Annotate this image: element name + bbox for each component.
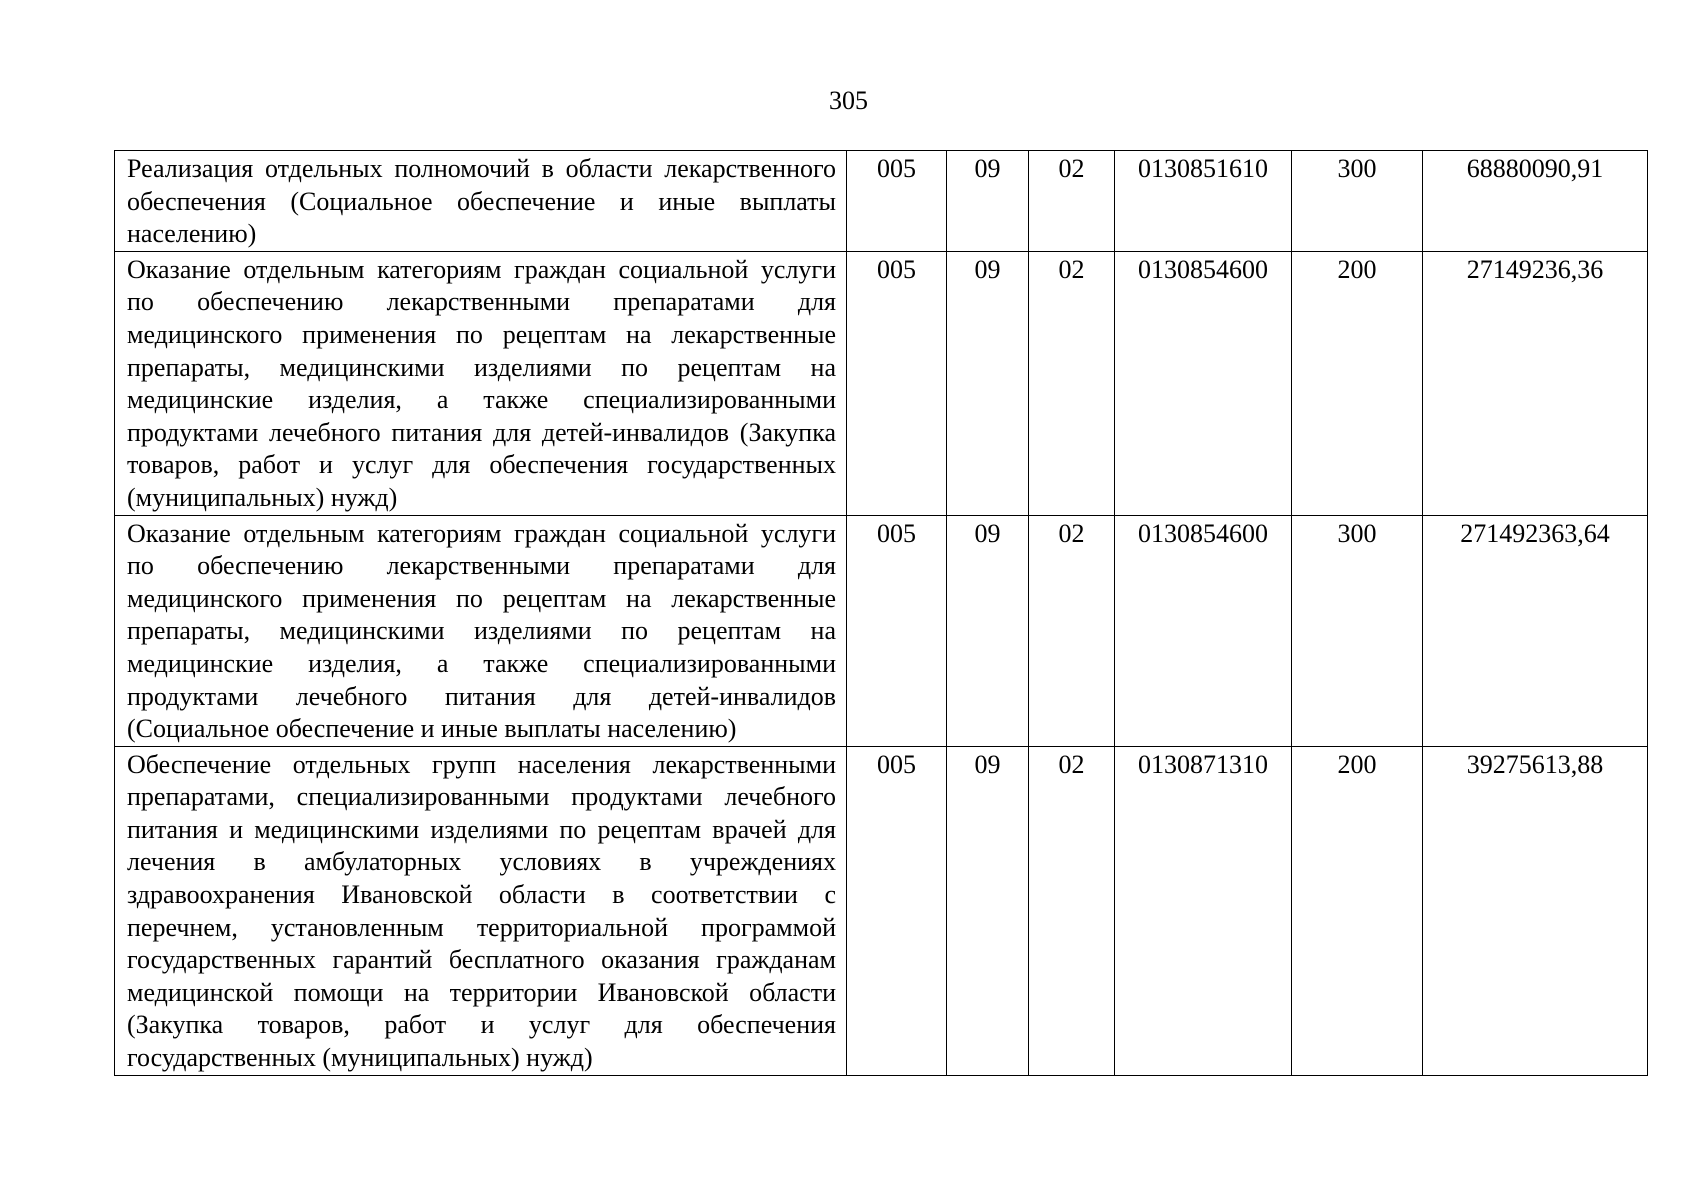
expense-type-code: 200 [1292, 251, 1423, 515]
subsection-code: 02 [1029, 746, 1115, 1075]
section-code: 09 [947, 151, 1029, 252]
target-article-code: 0130871310 [1115, 746, 1292, 1075]
expense-type-code: 200 [1292, 746, 1423, 1075]
page-number: 305 [829, 86, 868, 115]
table-row [115, 746, 1648, 1075]
table-row [115, 251, 1648, 515]
target-article-code: 0130851610 [1115, 151, 1292, 252]
amount: 39275613,88 [1423, 746, 1648, 1075]
row-description: Реализация отдельных полномочий в области лекарственного обеспечения (Социальное обеспечение и иные выплаты населению) [115, 151, 847, 252]
row-description: Оказание отдельным категориям граждан социальной услуги по обеспечению лекарственными препаратами для медицинского применения по рецептам на лекарственные препараты, медицинскими изделиями по рецептам на медицинские изделия, а также специализированными продуктами лечебного питания для детей-инвалидов (Закупка товаров, работ и услуг для обеспечения государственных (муниципальных) нужд) [115, 251, 847, 515]
budget-table [114, 150, 1648, 1076]
table-row [115, 151, 1648, 252]
expense-type-code: 300 [1292, 515, 1423, 746]
subsection-code: 02 [1029, 251, 1115, 515]
section-code: 09 [947, 746, 1029, 1075]
subsection-code: 02 [1029, 151, 1115, 252]
row-description: Оказание отдельным категориям граждан социальной услуги по обеспечению лекарственными препаратами для медицинского применения по рецептам на лекарственные препараты, медицинскими изделиями по рецептам на медицинские изделия, а также специализированными продуктами лечебного питания для детей-инвалидов (Социальное обеспечение и иные выплаты населению) [115, 515, 847, 746]
target-article-code: 0130854600 [1115, 515, 1292, 746]
target-article-code: 0130854600 [1115, 251, 1292, 515]
amount: 68880090,91 [1423, 151, 1648, 252]
expense-type-code: 300 [1292, 151, 1423, 252]
ministry-code: 005 [847, 515, 947, 746]
subsection-code: 02 [1029, 515, 1115, 746]
amount: 27149236,36 [1423, 251, 1648, 515]
section-code: 09 [947, 515, 1029, 746]
ministry-code: 005 [847, 151, 947, 252]
row-description: Обеспечение отдельных групп населения лекарственными препаратами, специализированными продуктами лечебного питания и медицинскими изделиями по рецептам врачей для лечения в амбулаторных условиях в учреждениях здравоохранения Ивановской области в соответствии с перечнем, установленным территориальной программой государственных гарантий бесплатного оказания гражданам медицинской помощи на территории Ивановской области (Закупка товаров, работ и услуг для обеспечения государственных (муниципальных) нужд) [115, 746, 847, 1075]
table-row [115, 515, 1648, 746]
section-code: 09 [947, 251, 1029, 515]
amount: 271492363,64 [1423, 515, 1648, 746]
ministry-code: 005 [847, 251, 947, 515]
ministry-code: 005 [847, 746, 947, 1075]
